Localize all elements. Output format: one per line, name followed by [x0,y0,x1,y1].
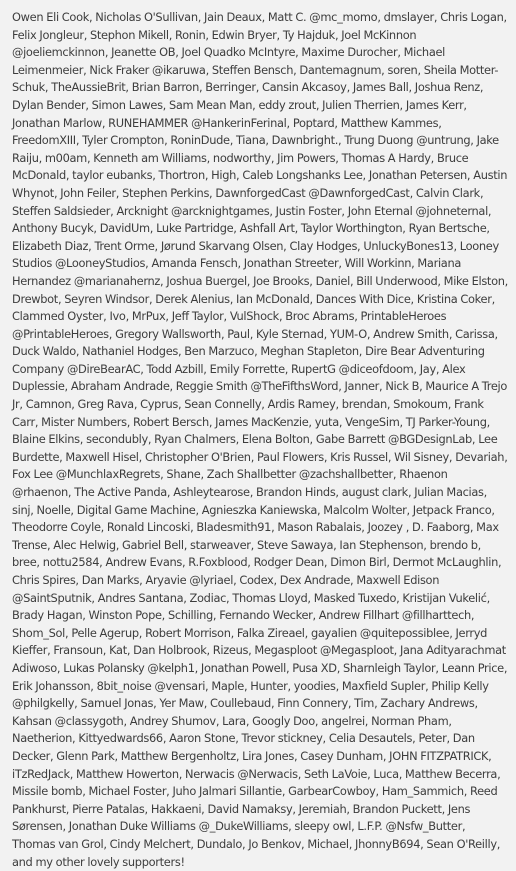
supporters-list-text: Owen Eli Cook, Nicholas O'Sullivan, Jain Deaux, Matt C. @mc_momo, dmslayer, Chris Logan, Felix Jongleur, Stephon Mikell, Ronin, Edwin Bryer, Ty Hajduk, Joel McKinnon @joeliemckinnon, Jeanette OB, Joel Quadko McIntyre, Maxime Durocher, Michael Leimenmeier, Nick Fraker @ikaruwa, Steffen Bensch, Dantemagnum, soren, Sheila Motter-Schuk, TheAussieBrit, Brian Barron, Berringer, Cansin Akcasoy, James Ball, Joshua Renz, Dylan Bender, Simon Lawes, Sam Mean Man, eddy zrout, Julien Therrien, James Kerr, Jonathan Marlow, RUNEHAMMER @HankerinFerinal, Poptard, Matthew Kammes, FreedomXIII, Tyler Crompton, RoninDude, Tiana, Dawnbright., Trung Duong @untrung, Jake Raiju, m00am, Kenneth am Williams, nodworthy, Jim Powers, Thomas A Hardy, Bruce McDonald, taylor eubanks, Thortron, High, Caleb Longshanks Lee, Jonathan Petersen, Austin Whynot, John Feiler, Stephen Perkins, DawnforgedCast @DawnforgedCast, Calvin Clark, Steffen Saldsieder, Arcknight @arcknightgames, Justin Foster, John Eternal @johneternal, Anthony Bucyk, DavidUm, Luke Partridge, Ashfall Art, Taylor Worthington, Ryan Bertsche, Elizabeth Diaz, Trent Orme, Jørund Skarvang Olsen, Clay Hodges, UnluckyBones13, Looney Studios @LooneyStudios, Amanda Fensch, Jonathan Streeter, Will Workinn, Mariana Hernandez @marianahernz, Joshua Buergel, Joe Brooks, Daniel, Bill Underwood, Mike Elston, Drewbot, Seyren Windsor, Derek Alenius, Ian McDonald, Dances With Dice, Kristina Coker, Clammed Oyster, Ivo, MrPux, Jeff Taylor, VulShock, Broc Abrams, PrintableHeroes @PrintableHeroes, Gregory Wallsworth, Paul, Kyle Sternad, YUM-O, Andrew Smith, Carissa, Duck Waldo, Nathaniel Hodges, Ben Marzuco, Meghan Stapleton, Dire Bear Adventuring Company @DireBearAC, Todd Azbill, Emily Forrette, RupertG @diceofdoom, Jay, Alex Duplessie, Abraham Andrade, Reggie Smith @TheFifthsWord, Janner, Nick B, Maurice A Trejo Jr, Camnon, Greg Rava, Cyprus, Sean Connelly, Ardis Ramey, brendan, Smokoum, Frank Carr, Mister Numbers, Robert Bersch, James MacKenzie, yuta, VengeSim, TJ Parker-Young, Blaine Elkins, secondubly, Ryan Chalmers, Elena Bolton, Gabe Barrett @BGDesignLab, Lee Burdette, Maxwell Hisel, Christopher O'Brien, Paul Flowers, Kris Russel, Wil Sisney, Devariah, Fox Lee @MunchlaxRegrets, Shane, Zach Shallbetter @zachshallbetter, Rhaenon @rhaenon, The Active Panda, Ashleytearose, Brandon Hinds, august clark, Julian Macias, sinj, Noelle, Digital Game Machine, Agnieszka Kaniewska, Malcolm Wolter, Jetpack Franco, Theodorre Coyle, Ronald Lincoski, Bladesmith91, Mason Rabalais, Joozey , D. Faaborg, Max Trense, Alec Helwig, Gabriel Bell, starweaver, Steve Sawaya, Ian Stephenson, brendo b, bree, nottu2584, Andrew Evans, R.Foxblood, Rodger Dean, Dimon Birl, Dermot McLaughlin, Chris Spires, Dan Marks, Aryavie @lyriael, Codex, Dex Andrade, Maxwell Edison @SaintSputnik, Andres Santana, Zodiac, Thomas Lloyd, Masked Tuxedo, Kristijan Vukelić, Brady Hagan, Winston Pope, Schilling, Fernando Wecker, Andrew Fillhart @fillharttech, Shom_Sol, Pelle Agerup, Robert Morrison, Falka Zireael, gayalien @quitepossiblee, Jerryd Kieffer, Fransoun, Kat, Dan Holbrook, Rizeus, Megasploot @Megasploot, Jana Adityarachmat Adiwoso, Lukas Polansky @kelph1, Jonathan Powell, Pusa XD, Sharnleigh Taylor, Leann Price, Erik Johansson, 8bit_noise @vensari, Maple, Hunter, yoodies, Maxfield Supler, Philip Kelly @philgkelly, Samuel Jonas, Yer Maw, Coullebaud, Finn Connery, Tim, Zachary Andrews, Kahsan @classygoth, Andrey Shumov, Lara, Googly Doo, angelrei, Norman Pham, Naetherion, Kittyedwards66, Aaron Stone, Trevor stickney, Celia Desautels, Peter, Dan Decker, Glenn Park, Matthew Bergenholtz, Lira Jones, Casey Dunham, JOHN FITZPATRICK, iTzRedJack, Matthew Howerton, Nerwacis @Nerwacis, Seth LaVoie, Luca, Matthew Becerra, Missile bomb, Michael Foster, Juho Jalmari Sillantie, GarbearCowboy, Ham_Sammich, Reed Pankhurst, Pierre Patalas, Hakkaeni, David Namaksy, Jeremiah, Brandon Puckett, Jens Sørensen, Jonathan Duke Williams @_DukeWilliams, sleepy owl, L.F.P. @Nsfw_Butter, Thomas van Grol, Cindy Melchert, Dundalo, Jo Benkov, Michael, JhonnyB694, Sean O'Reilly, and my other lovely supporters! [12,10,508,869]
